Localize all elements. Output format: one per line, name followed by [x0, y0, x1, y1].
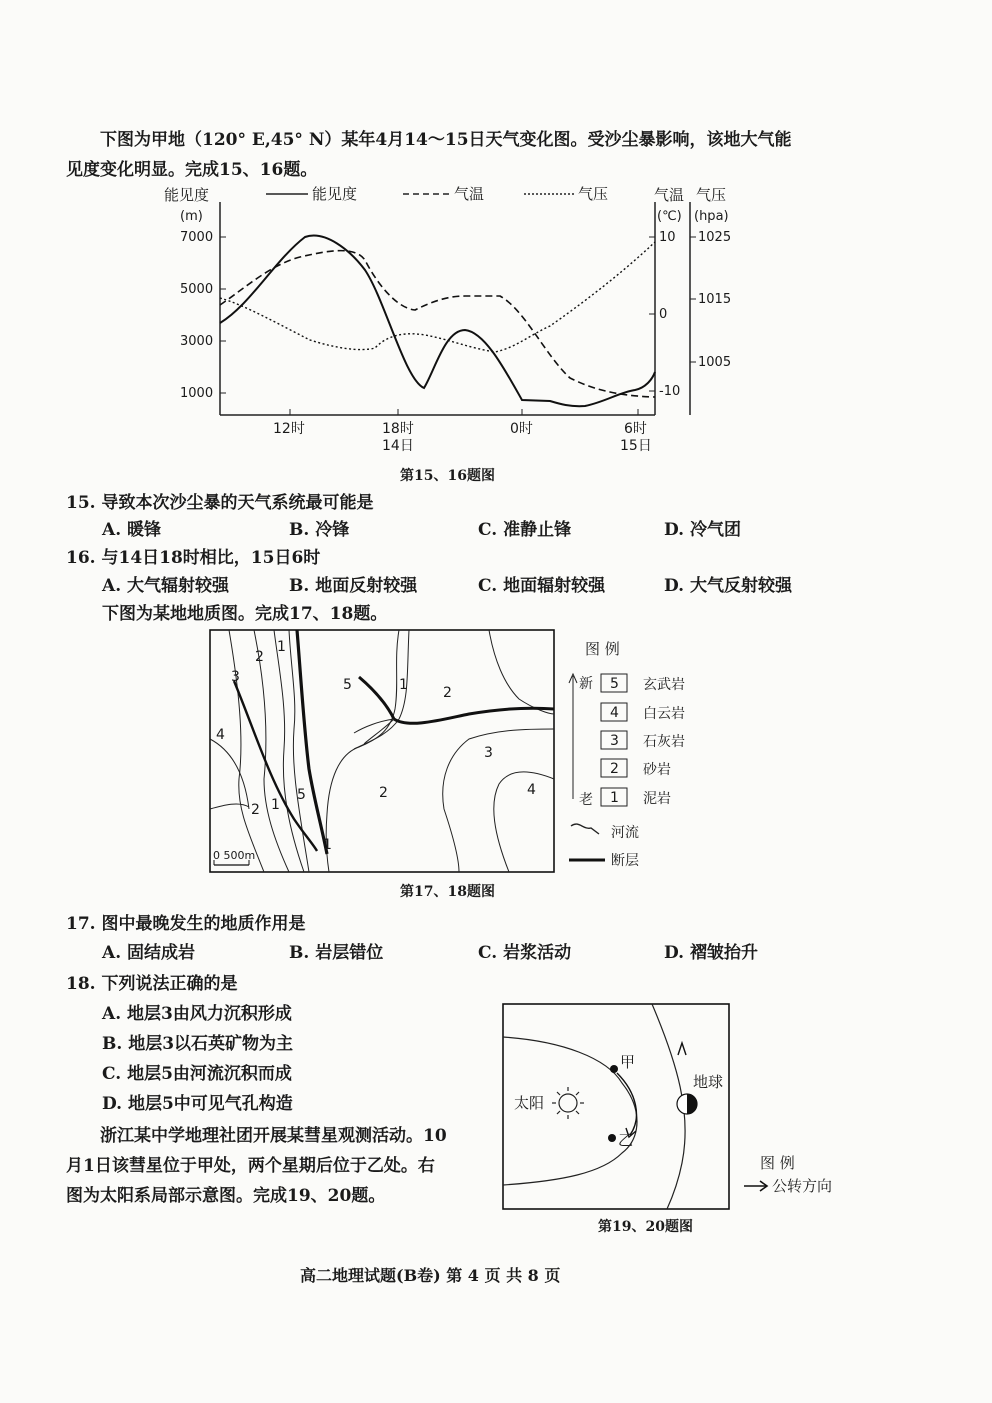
q15-option-d[interactable]: D. 冷气团	[664, 520, 741, 540]
map-label-1-a: 1	[277, 639, 286, 655]
point-yi	[608, 1134, 616, 1142]
q18-option-a[interactable]: A. 地层3由风力沉积形成	[102, 1004, 292, 1024]
q18-stem: 18. 下列说法正确的是	[66, 974, 238, 994]
map-scale: 0 500m	[213, 849, 256, 862]
x-tick-6: 6时	[624, 421, 647, 437]
map-label-1-b: 1	[399, 677, 408, 693]
temp-tick-0: 0	[659, 307, 668, 322]
left-axis-label-2: (m)	[180, 209, 203, 224]
temp-tick-10: 10	[659, 230, 676, 245]
intro-line-2: 见度变化明显。完成15、16题。	[66, 160, 318, 180]
intro-line-1: 下图为甲地（120° E,45° N）某年4月14～15日天气变化图。受沙尘暴影响，该地大气能	[100, 130, 792, 150]
map-label-5-a: 5	[343, 677, 352, 693]
q16-option-c[interactable]: C. 地面辐射较强	[478, 576, 606, 596]
legend-visibility: 能见度	[312, 185, 358, 203]
river-legend-icon	[571, 824, 599, 834]
geo-legend	[565, 634, 715, 874]
geo-legend-name-1: 泥岩	[643, 791, 671, 807]
visibility-curve	[220, 236, 655, 407]
map-label-3-b: 3	[484, 745, 493, 761]
map-label-4-b: 4	[527, 782, 536, 798]
q18-option-d[interactable]: D. 地层5中可见气孔构造	[102, 1094, 293, 1114]
x-day-14: 14日	[382, 438, 414, 454]
geo-legend-name-2: 砂岩	[643, 762, 671, 778]
x-tick-18: 18时	[382, 421, 414, 437]
q17-stem: 17. 图中最晚发生的地质作用是	[66, 914, 306, 934]
q16-option-b[interactable]: B. 地面反射较强	[289, 576, 418, 596]
pres-tick-1025: 1025	[698, 230, 732, 245]
point-jia	[610, 1065, 618, 1073]
label-jia: 甲	[620, 1053, 636, 1071]
geo-legend-num-2: 2	[610, 761, 619, 777]
map-label-3-a: 3	[231, 669, 240, 685]
label-earth: 地球	[693, 1073, 724, 1091]
temp-axis-label-1: 气温	[654, 186, 685, 204]
intro-comet-line-3: 图为太阳系局部示意图。完成19、20题。	[66, 1186, 386, 1206]
temp-tick-minus10: -10	[659, 384, 681, 399]
map-label-1-d: 1	[323, 837, 332, 853]
pres-axis-label-1: 气压	[696, 186, 727, 204]
geo-legend-num-3: 3	[610, 733, 619, 749]
map-label-2-c: 2	[379, 785, 388, 801]
q16-stem: 16. 与14日18时相比，15日6时	[66, 548, 321, 568]
earth-icon	[677, 1094, 697, 1114]
geo-legend-river: 河流	[611, 825, 639, 841]
geo-legend-fault: 断层	[611, 853, 639, 869]
x-tick-0: 0时	[510, 421, 533, 437]
pres-axis-label-2: (hpa)	[694, 209, 729, 224]
q17-option-b[interactable]: B. 岩层错位	[289, 943, 384, 963]
vis-tick-3000: 3000	[180, 334, 214, 349]
geo-legend-num-5: 5	[610, 676, 619, 692]
geo-legend-num-4: 4	[610, 705, 619, 721]
temperature-curve	[220, 251, 655, 397]
solar-diagram	[502, 1003, 842, 1243]
geo-legend-name-5: 玄武岩	[643, 677, 685, 693]
label-sun: 太阳	[514, 1094, 545, 1112]
map-label-4-a: 4	[216, 727, 225, 743]
q15-option-c[interactable]: C. 准静止锋	[478, 520, 572, 540]
pres-tick-1015: 1015	[698, 292, 732, 307]
map-label-2-d: 2	[251, 802, 260, 818]
q16-option-d[interactable]: D. 大气反射较强	[664, 576, 792, 596]
legend-temperature: 气温	[454, 185, 485, 203]
map-label-2-a: 2	[255, 649, 264, 665]
q17-option-a[interactable]: A. 固结成岩	[102, 943, 196, 963]
q15-option-b[interactable]: B. 冷锋	[289, 520, 350, 540]
q18-option-c[interactable]: C. 地层5由河流沉积而成	[102, 1064, 292, 1084]
q17-option-d[interactable]: D. 褶皱抬升	[664, 943, 758, 963]
vis-tick-1000: 1000	[180, 386, 214, 401]
map-label-2-b: 2	[443, 685, 452, 701]
geo-map	[209, 629, 555, 873]
temp-axis-label-2: (℃)	[657, 209, 682, 224]
vis-tick-5000: 5000	[180, 282, 214, 297]
solar-legend-item: 公转方向	[772, 1177, 833, 1195]
geo-legend-num-1: 1	[610, 790, 619, 806]
q18-option-b[interactable]: B. 地层3以石英矿物为主	[102, 1034, 294, 1054]
solar-diagram-caption: 第19、20题图	[598, 1219, 693, 1235]
x-tick-12: 12时	[273, 421, 305, 437]
q17-option-c[interactable]: C. 岩浆活动	[478, 943, 572, 963]
geo-map-caption: 第17、18题图	[400, 884, 495, 900]
q15-option-a[interactable]: A. 暖锋	[102, 520, 162, 540]
legend-pressure: 气压	[578, 185, 609, 203]
map-label-1-c: 1	[271, 797, 280, 813]
solar-legend-title: 图 例	[760, 1154, 795, 1172]
label-yi: 乙	[618, 1131, 634, 1149]
weather-chart	[150, 180, 750, 480]
q15-stem: 15. 导致本次沙尘暴的天气系统最可能是	[66, 493, 374, 513]
intro-comet-line-1: 浙江某中学地理社团开展某彗星观测活动。10	[100, 1126, 447, 1146]
geo-legend-title: 图 例	[585, 640, 620, 658]
geo-legend-new: 新	[579, 676, 593, 692]
pres-tick-1005: 1005	[698, 355, 732, 370]
map-label-5-b: 5	[297, 787, 306, 803]
intro-geo: 下图为某地地质图。完成17、18题。	[102, 604, 388, 624]
pressure-curve	[220, 242, 655, 352]
weather-chart-caption: 第15、16题图	[400, 468, 495, 484]
page-footer: 高二地理试题(B卷) 第 4 页 共 8 页	[300, 1266, 561, 1285]
geo-legend-old: 老	[579, 792, 593, 808]
q16-option-a[interactable]: A. 大气辐射较强	[102, 576, 230, 596]
vis-tick-7000: 7000	[180, 230, 214, 245]
intro-comet-line-2: 月1日该彗星位于甲处，两个星期后位于乙处。右	[66, 1156, 435, 1176]
geo-legend-name-4: 白云岩	[643, 706, 685, 722]
geo-legend-name-3: 石灰岩	[643, 734, 685, 750]
x-day-15: 15日	[620, 438, 652, 454]
left-axis-label-1: 能见度	[164, 186, 210, 204]
sun-icon	[552, 1087, 584, 1119]
